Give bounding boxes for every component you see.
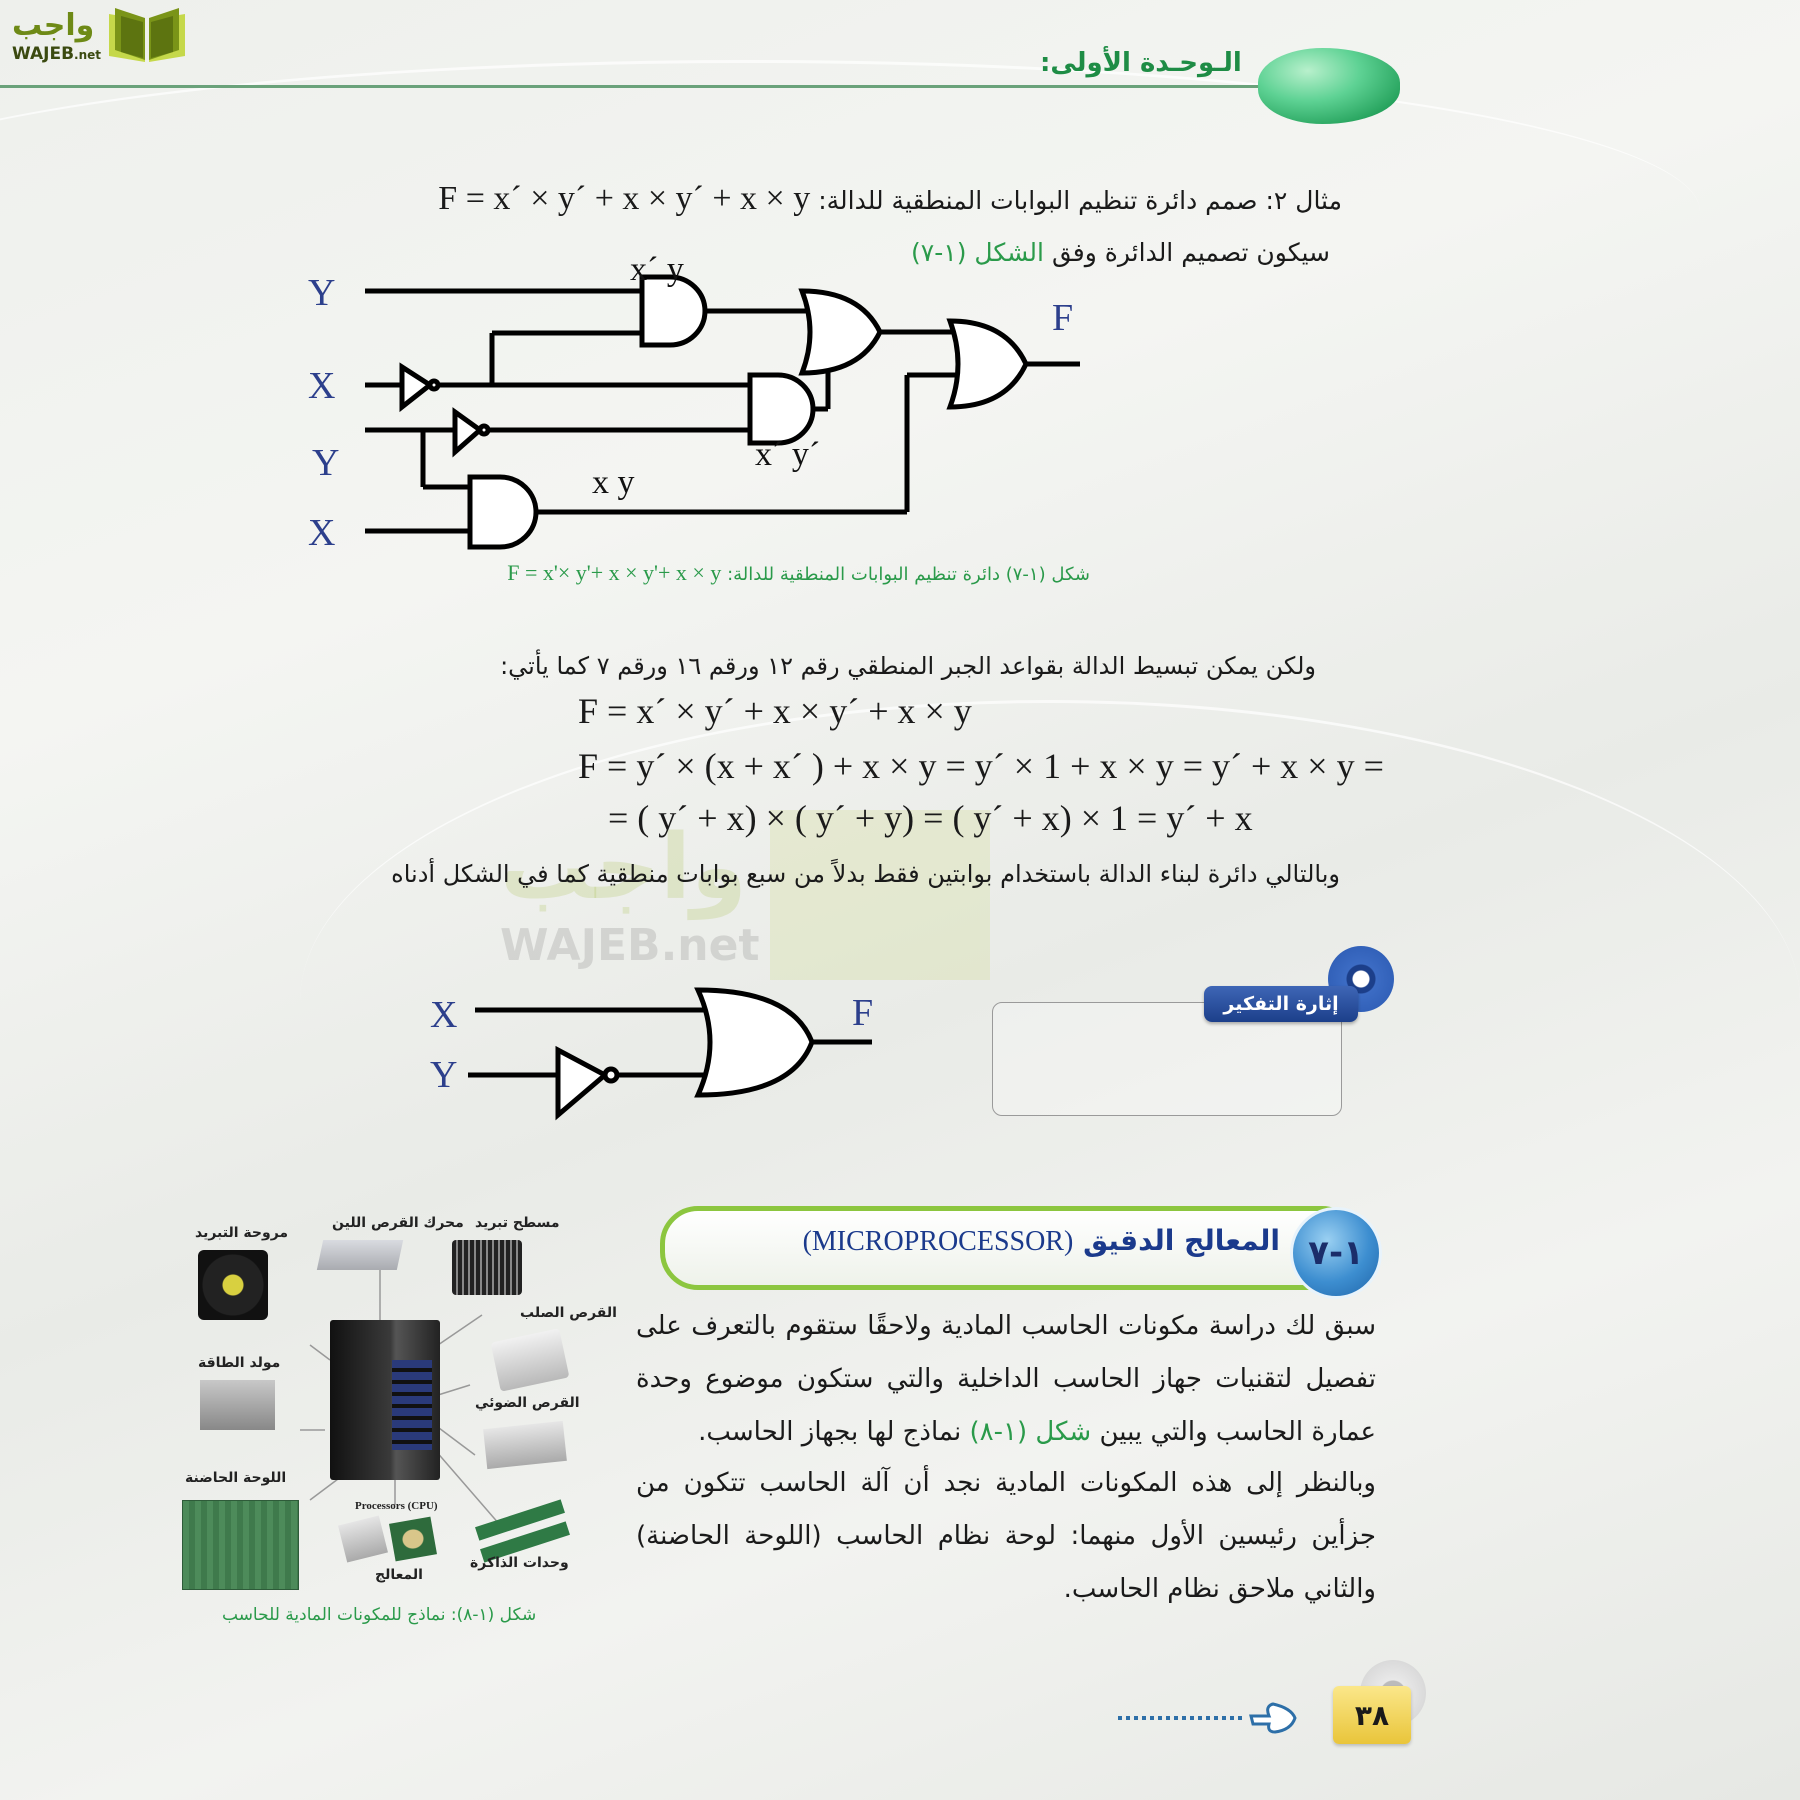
example-label: مثال ٢: صمم دائرة تنظيم البوابات المنطقية للدالة: (818, 186, 1342, 215)
label-hard-disk: القرص الصلب (520, 1305, 617, 1321)
label-processor: المعالج (375, 1567, 423, 1583)
input-label-x2: X (308, 512, 336, 554)
figure-ref-link[interactable]: الشكل (١-٧) (911, 238, 1044, 267)
paragraph1-tail: نماذج لها بجهاز الحاسب. (698, 1417, 962, 1447)
label-optical-drive: القرص الضوئي (475, 1395, 580, 1411)
figure1-caption-prefix: شكل (١-٧) دائرة تنظيم البوابات المنطقية للدالة: (727, 564, 1090, 585)
simplification-step-1: F = x´ × y´ + x × y´ + x × y (578, 691, 972, 731)
input-label-y2: Y (312, 442, 340, 484)
heatsink-image (452, 1240, 522, 1295)
thinking-box-title: إثارة التفكير (1204, 986, 1358, 1022)
section-title-english: (MICROPROCESSOR) (802, 1226, 1074, 1257)
logic-circuit-simplified (420, 975, 880, 1120)
term-label-1: x´ y (630, 251, 684, 288)
page-number: ٣٨ (1333, 1686, 1411, 1744)
simplification-step-3: = ( y´ + x) × ( y´ + y) = ( y´ + x) × 1 = y´ + x (608, 798, 1253, 838)
logo-suffix: .net (74, 48, 102, 62)
cooling-fan-image (198, 1250, 268, 1320)
computer-tower-image (330, 1320, 440, 1480)
header-divider (0, 85, 1300, 88)
label-power-supply: مولد الطاقة (198, 1355, 281, 1371)
figure2-ref-link[interactable]: شكل (١-٨) (969, 1417, 1092, 1447)
label-cooling-fan: مروحة التبريد (195, 1225, 289, 1241)
input-label-x: X (430, 994, 458, 1036)
simplification-step-2: F = y´ × (x + x´ ) + x × y = y´ × 1 + x × y = y´ + x × y = (578, 746, 1384, 786)
design-text: سيكون تصميم الدائرة وفق (1051, 238, 1330, 267)
figure1-caption (507, 560, 1090, 586)
label-memory-units: وحدات الذاكرة (470, 1555, 569, 1571)
section-number-badge: ١-٧ (1290, 1207, 1382, 1299)
label-heatsink: مسطح تبريد (475, 1215, 560, 1231)
section-paragraph-2: وبالنظر إلى هذه المكونات المادية نجد أن آلة الحاسب تتكون من جزأين رئيسين الأول منهما: لوحة نظام الحاسب (اللوحة الحاضنة) والثاني ملاحق نظام الحاسب. (636, 1468, 1376, 1604)
label-floppy-drive: محرك القرص اللين (332, 1215, 464, 1231)
output-label-f: F (1052, 297, 1074, 339)
label-processors-cpu: Processors (CPU) (355, 1500, 438, 1512)
example-function: F = x´ × y´ + x × y´ + x × y (438, 180, 811, 217)
input-label-y: Y (430, 1054, 458, 1096)
mouse-icon (1258, 48, 1400, 124)
term-label-2: x´ y´ (755, 436, 821, 473)
section-title-arabic: المعالج الدقيق (1083, 1224, 1280, 1257)
figure2-caption: شكل (١-٨): نماذج للمكونات المادية للحاسب (222, 1605, 537, 1625)
paragraph1-text: سبق لك دراسة مكونات الحاسب المادية ولاحقًا ستقوم بالتعرف على تفصيل لتقنيات جهاز الحاسب الداخلية والتي ستكون موضوع وحدة عمارة الحاسب والتي يبين (636, 1311, 1376, 1447)
motherboard-image (182, 1500, 299, 1590)
logo-latin (12, 44, 101, 64)
input-label-x1: X (308, 365, 336, 407)
simplification-intro: ولكن يمكن تبسيط الدالة بقواعد الجبر المنطقي رقم ١٢ ورقم ١٦ ورقم ٧ كما يأتي: (500, 652, 1316, 680)
example-statement (438, 180, 1342, 218)
watermark-latin: WAJEB.net (500, 920, 760, 971)
pointing-hand-icon (1247, 1698, 1299, 1738)
output-label-f: F (852, 992, 874, 1034)
logo-arabic: واجب (12, 8, 95, 43)
optical-drive-image (483, 1421, 567, 1469)
dotted-trail (1118, 1716, 1243, 1720)
logo-book-icon (107, 6, 187, 64)
watermark-arabic: واجب (500, 815, 747, 920)
input-label-y1: Y (308, 272, 336, 314)
label-motherboard: اللوحة الحاضنة (185, 1470, 287, 1486)
section-title (690, 1224, 1280, 1258)
floppy-drive-image (317, 1240, 403, 1270)
section-paragraph-1 (636, 1300, 1376, 1459)
term-label-3: x y (592, 464, 635, 501)
logo-latin-text: WAJEB (12, 44, 75, 64)
cpu-socket-image (389, 1517, 437, 1562)
power-supply-image (200, 1380, 275, 1430)
figure1-caption-function: F = x'× y'+ x × y'+ x × y (507, 560, 722, 585)
computer-components-figure (170, 1195, 617, 1595)
simplification-conclusion: وبالتالي دائرة لبناء الدالة باستخدام بوابتين فقط بدلاً من سبع بوابات منطقية كما في الشكل أدناه (391, 860, 1340, 888)
unit-title: الـوحـدة الأولى: (1040, 48, 1242, 78)
